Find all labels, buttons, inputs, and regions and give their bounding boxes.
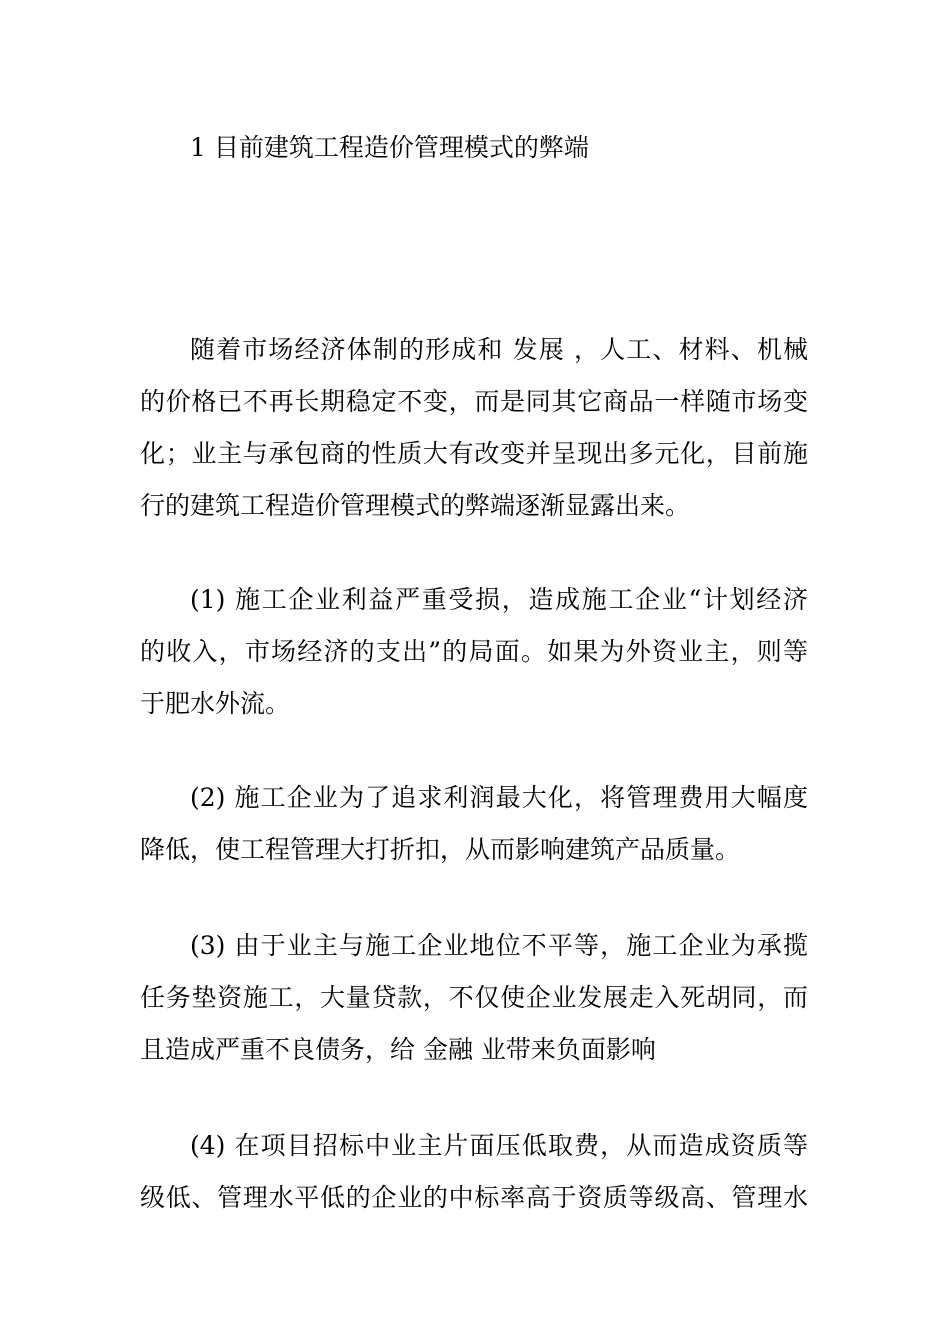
- paragraph-line: (2) 施工企业为了追求利润最大化，将管理费用大幅度: [190, 783, 808, 812]
- paragraph-line: (1) 施工企业利益严重受损，造成施工企业“计划经济: [190, 585, 808, 614]
- paragraph-line: 随着市场经济体制的形成和 发展 ，人工、材料、机械: [190, 335, 808, 364]
- paragraph-line: 且造成严重不良债务，给 金融 业带来负面影响: [140, 1035, 656, 1064]
- paragraph-line: 的价格已不再长期稳定不变，而是同其它商品一样随市场变: [140, 387, 808, 416]
- paragraph-item-1: [140, 574, 808, 730]
- paragraph-item-2: [140, 772, 808, 876]
- paragraph-line: 降低，使工程管理大打折扣，从而影响建筑产品质量。: [140, 835, 741, 864]
- paragraph-line: (4) 在项目招标中业主片面压低取费，从而造成资质等: [190, 1131, 808, 1160]
- section-heading: 1 目前建筑工程造价管理模式的弊端: [190, 133, 589, 162]
- paragraph-line: 化；业主与承包商的性质大有改变并呈现出多元化，目前施: [140, 439, 808, 468]
- paragraph-item-3: [140, 920, 808, 1076]
- paragraph-line: 任务垫资施工，大量贷款，不仅使企业发展走入死胡同，而: [140, 983, 808, 1012]
- paragraph-item-4: [140, 1120, 808, 1224]
- paragraph-line: (3) 由于业主与施工企业地位不平等，施工企业为承揽: [190, 931, 808, 960]
- paragraph-intro: [140, 324, 808, 532]
- paragraph-line: 级低、管理水平低的企业的中标率高于资质等级高、管理水: [140, 1183, 808, 1212]
- paragraph-line: 行的建筑工程造价管理模式的弊端逐渐显露出来。: [140, 491, 691, 520]
- paragraph-line: 于肥水外流。: [140, 689, 291, 718]
- paragraph-line: 的收入，市场经济的支出”的局面。如果为外资业主，则等: [140, 637, 808, 666]
